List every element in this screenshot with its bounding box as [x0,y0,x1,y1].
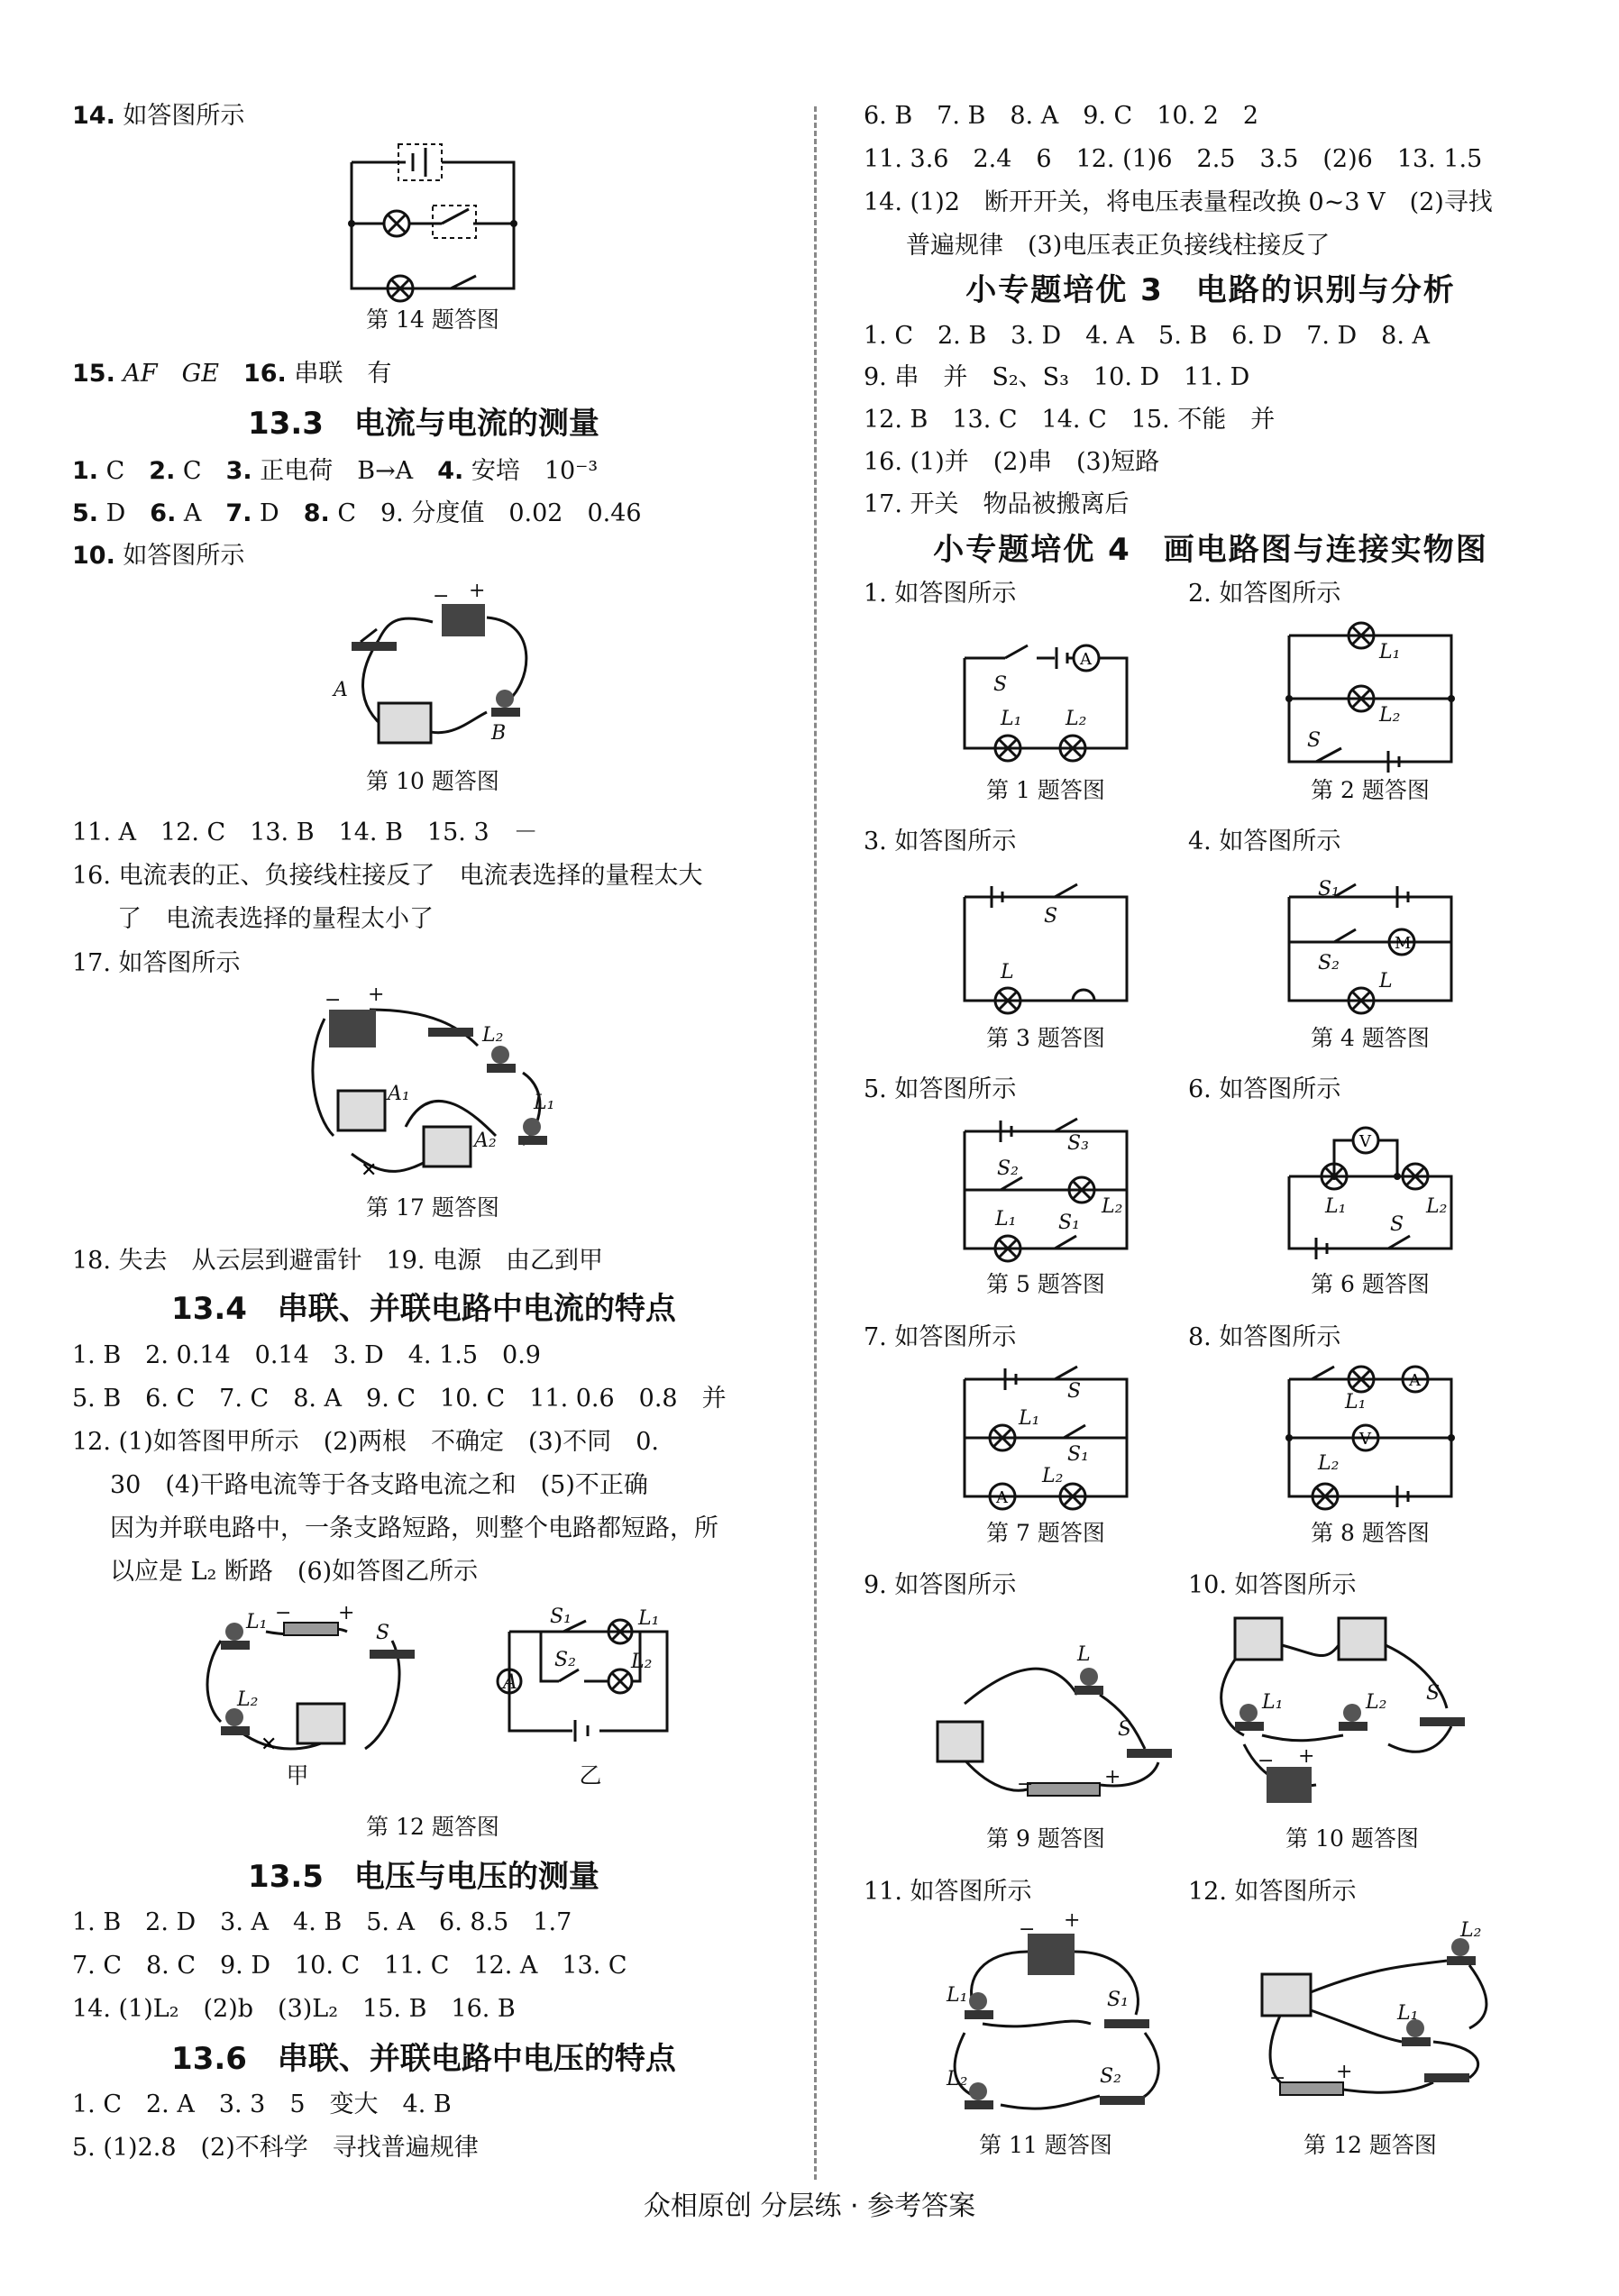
label-L1: L₁ [1001,708,1022,730]
label-A: A [1409,1371,1421,1390]
label-L1: L₁ [1397,2002,1419,2025]
s134-line3: 12. (1)如答图甲所示 (2)两根 不确定 (3)不同 0. [72,1428,660,1456]
label-L2: L₂ [1066,708,1087,730]
label-L2: L₂ [1042,1465,1064,1487]
column-divider [814,106,817,2180]
circuit-14 [343,144,523,297]
label-L1: L₁ [1345,1391,1367,1413]
label-S1: S₁ [1067,1443,1089,1466]
circuit-5 [956,1122,1136,1258]
label-L1: L₁ [1262,1691,1284,1714]
section-13-5-title: 13.5 电压与电压的测量 [248,1859,599,1895]
label-M: M [1395,934,1412,953]
caption-jia: 甲 [286,1762,309,1788]
circuit-photo-9 [928,1643,1181,1812]
answers-1-4: 1. C 2. C 3. 正电荷 B→A 4. 安培 10⁻³ [72,457,599,485]
circuit-3 [956,879,1136,1014]
label-S2: S₂ [1318,952,1340,974]
label-L2: L₂ [631,1651,653,1673]
q7-label: 7. 如答图所示 [864,1323,1017,1351]
label-S3: S₃ [1067,1132,1089,1155]
circuit-photo-11 [928,1909,1181,2123]
label-S1: S₁ [1058,1212,1080,1234]
label-minus: − [275,1602,292,1624]
s134-line1: 1. B 2. 0.14 0.14 3. D 4. 1.5 0.9 [72,1341,541,1369]
label-minus: − [1258,1750,1275,1772]
circuit-7 [956,1370,1136,1505]
label-minus: − [1019,1918,1036,1941]
label-L2: L₂ [1460,1919,1482,1942]
r-line3: 14. (1)2 断开开关，将电压表量程改换 0~3 V (2)寻找 [864,188,1493,216]
label-A2: A₂ [474,1130,497,1152]
circuit-8 [1280,1370,1460,1505]
s134-line4: 30 (4)干路电流等于各支路电流之和 (5)不正确 [110,1471,648,1499]
label-S1: S₁ [1107,1989,1129,2011]
label-plus: + [469,580,486,602]
label-S: S [1044,905,1058,928]
label-S: S [1307,729,1322,752]
label-L1: L₁ [534,1092,555,1114]
cross-mark: ✕ [361,1159,378,1182]
label-S: S [1426,1682,1441,1705]
q6-label: 6. 如答图所示 [1188,1075,1341,1103]
answer-14: 14. 如答图所示 [72,102,245,130]
answers-11-15: 11. A 12. C 13. B 14. B 15. 3 － [72,819,538,846]
label-L2: L₂ [237,1688,259,1711]
answer-15-16: 15. AF GE 16. 串联 有 [72,360,392,388]
circuit-4 [1280,879,1460,1014]
label-L: L [1001,961,1014,983]
label-A: A [503,1671,517,1694]
label-L2: L₂ [1366,1691,1387,1714]
label-plus: + [368,983,385,1006]
s134-line5: 因为并联电路中，一条支路短路，则整个电路都短路，所 [110,1514,718,1542]
label-L2: L₂ [1318,1452,1340,1475]
label-S: S [1118,1718,1132,1741]
label-plus: + [1064,1909,1081,1932]
caption-r9: 第 9 题答图 [986,1825,1105,1852]
q1-label: 1. 如答图所示 [864,580,1017,608]
label-L2: L₂ [1102,1195,1123,1218]
label-minus: − [1269,2067,1286,2090]
s134-line6: 以应是 L₂ 断路 (6)如答图乙所示 [110,1558,479,1586]
q12-label: 12. 如答图所示 [1188,1878,1357,1906]
label-plus: + [1336,2061,1353,2083]
caption-17: 第 17 题答图 [366,1194,499,1221]
circuit-photo-10-right [1208,1609,1469,1798]
circuit-12-yi [487,1605,694,1749]
circuit-1 [956,631,1136,757]
label-L2: L₂ [947,2068,968,2090]
caption-12: 第 12 题答图 [366,1814,499,1840]
caption-10: 第 10 题答图 [366,768,499,794]
page-footer: 众相原创 分层练 · 参考答案 [643,2191,976,2222]
q11-label: 11. 如答图所示 [864,1878,1032,1906]
caption-r5: 第 5 题答图 [986,1271,1105,1297]
label-minus: − [1017,1773,1034,1796]
q8-label: 8. 如答图所示 [1188,1323,1341,1351]
caption-yi: 乙 [579,1762,602,1788]
s135-line1: 1. B 2. D 3. A 4. B 5. A 6. 8.5 1.7 [72,1908,572,1936]
caption-r3: 第 3 题答图 [986,1025,1105,1051]
label-L1: L₁ [1019,1407,1040,1430]
caption-14: 第 14 题答图 [366,306,499,333]
cross-mark: ✕ [261,1733,278,1756]
label-minus: − [433,585,450,608]
label-L: L [1379,970,1393,992]
answers-5-9: 5. D 6. A 7. D 8. C 9. 分度值 0.02 0.46 [72,499,642,527]
circuit-photo-12-jia [185,1602,428,1767]
label-S2: S₂ [1100,2065,1121,2088]
caption-r2: 第 2 题答图 [1311,777,1430,803]
label-L: L [1077,1643,1091,1666]
label-S2: S₂ [554,1649,576,1671]
answer-16-line2: 了 电流表选择的量程太小了 [117,905,434,933]
caption-r1: 第 1 题答图 [986,777,1105,803]
label-L2: L₂ [1379,704,1401,727]
q3-label: 3. 如答图所示 [864,828,1017,855]
label-L1: L₁ [246,1611,268,1633]
s136-line1: 1. C 2. A 3. 3 5 变大 4. B [72,2090,452,2118]
t3-line5: 17. 开关 物品被搬离后 [864,490,1130,518]
answer-16-line1: 16. 电流表的正、负接线柱接反了 电流表选择的量程太大 [72,862,703,890]
t3-line1: 1. C 2. B 3. D 4. A 5. B 6. D 7. D 8. A [864,322,1431,350]
t3-line4: 16. (1)并 (2)串 (3)短路 [864,448,1160,476]
label-L1: L₁ [638,1607,660,1630]
circuit-photo-17 [297,983,568,1190]
q9-label: 9. 如答图所示 [864,1571,1017,1599]
label-A1: A₁ [388,1083,410,1105]
label-S: S [376,1622,390,1644]
label-A: A [334,679,348,701]
label-S2: S₂ [997,1157,1019,1180]
label-A: A [996,1488,1008,1507]
special-topic-4-title: 小专题培优 4 画电路图与连接实物图 [933,532,1488,568]
r-line4: 普遍规律 (3)电压表正负接线柱接反了 [906,232,1331,260]
label-L1: L₁ [1379,641,1401,663]
label-plus: + [1298,1745,1315,1768]
t3-line3: 12. B 13. C 14. C 15. 不能 并 [864,406,1276,434]
label-L1: L₁ [1325,1195,1347,1218]
circuit-2 [1280,631,1460,766]
s135-line2: 7. C 8. C 9. D 10. C 11. C 12. A 13. C [72,1952,627,1980]
label-L2: L₂ [482,1024,504,1047]
label-B: B [491,722,507,745]
label-L2: L₂ [1426,1195,1448,1218]
s136-line2: 5. (1)2.8 (2)不科学 寻找普遍规律 [72,2134,479,2162]
answer-10: 10. 如答图所示 [72,542,245,570]
circuit-photo-12-right [1253,1919,1487,2118]
label-L1: L₁ [995,1208,1017,1230]
caption-r11: 第 11 题答图 [979,2132,1112,2158]
r-line2: 11. 3.6 2.4 6 12. (1)6 2.5 3.5 (2)6 13. 1.5 [864,145,1483,173]
label-S1: S₁ [1318,878,1340,901]
section-13-3-title: 13.3 电流与电流的测量 [248,406,599,442]
caption-r6: 第 6 题答图 [1311,1271,1430,1297]
label-plus: + [338,1602,355,1624]
s134-line2: 5. B 6. C 7. C 8. A 9. C 10. C 11. 0.6 0.8 并 [72,1385,727,1413]
label-S: S [1390,1213,1404,1236]
q10-label: 10. 如答图所示 [1188,1571,1357,1599]
label-V: V [1359,1132,1371,1151]
caption-r10: 第 10 题答图 [1285,1825,1419,1852]
label-A: A [1080,650,1092,669]
q2-label: 2. 如答图所示 [1188,580,1341,608]
label-L1: L₁ [947,1984,968,2007]
q5-label: 5. 如答图所示 [864,1075,1017,1103]
q4-label: 4. 如答图所示 [1188,828,1341,855]
label-S1: S₁ [550,1605,572,1628]
label-plus: + [1104,1766,1121,1788]
caption-r4: 第 4 题答图 [1311,1025,1430,1051]
circuit-6 [1280,1122,1460,1258]
section-13-4-title: 13.4 串联、并联电路中电流的特点 [171,1291,676,1327]
answers-18-19: 18. 失去 从云层到避雷针 19. 电源 由乙到甲 [72,1247,604,1275]
r-line1: 6. B 7. B 8. A 9. C 10. 2 2 [864,102,1259,130]
circuit-photo-10 [325,580,541,753]
s135-line3: 14. (1)L₂ (2)b (3)L₂ 15. B 16. B [72,1995,516,2023]
label-V: V [1359,1430,1371,1449]
label-S: S [1067,1380,1082,1403]
t3-line2: 9. 串 并 S₂、S₃ 10. D 11. D [864,363,1250,391]
caption-r8: 第 8 题答图 [1311,1520,1430,1546]
caption-r12: 第 12 题答图 [1303,2132,1437,2158]
special-topic-3-title: 小专题培优 3 电路的识别与分析 [965,272,1456,308]
label-minus: − [325,989,342,1011]
caption-r7: 第 7 题答图 [986,1520,1105,1546]
answer-17: 17. 如答图所示 [72,949,241,977]
section-13-6-title: 13.6 串联、并联电路中电压的特点 [171,2041,676,2077]
label-S: S [993,673,1008,696]
